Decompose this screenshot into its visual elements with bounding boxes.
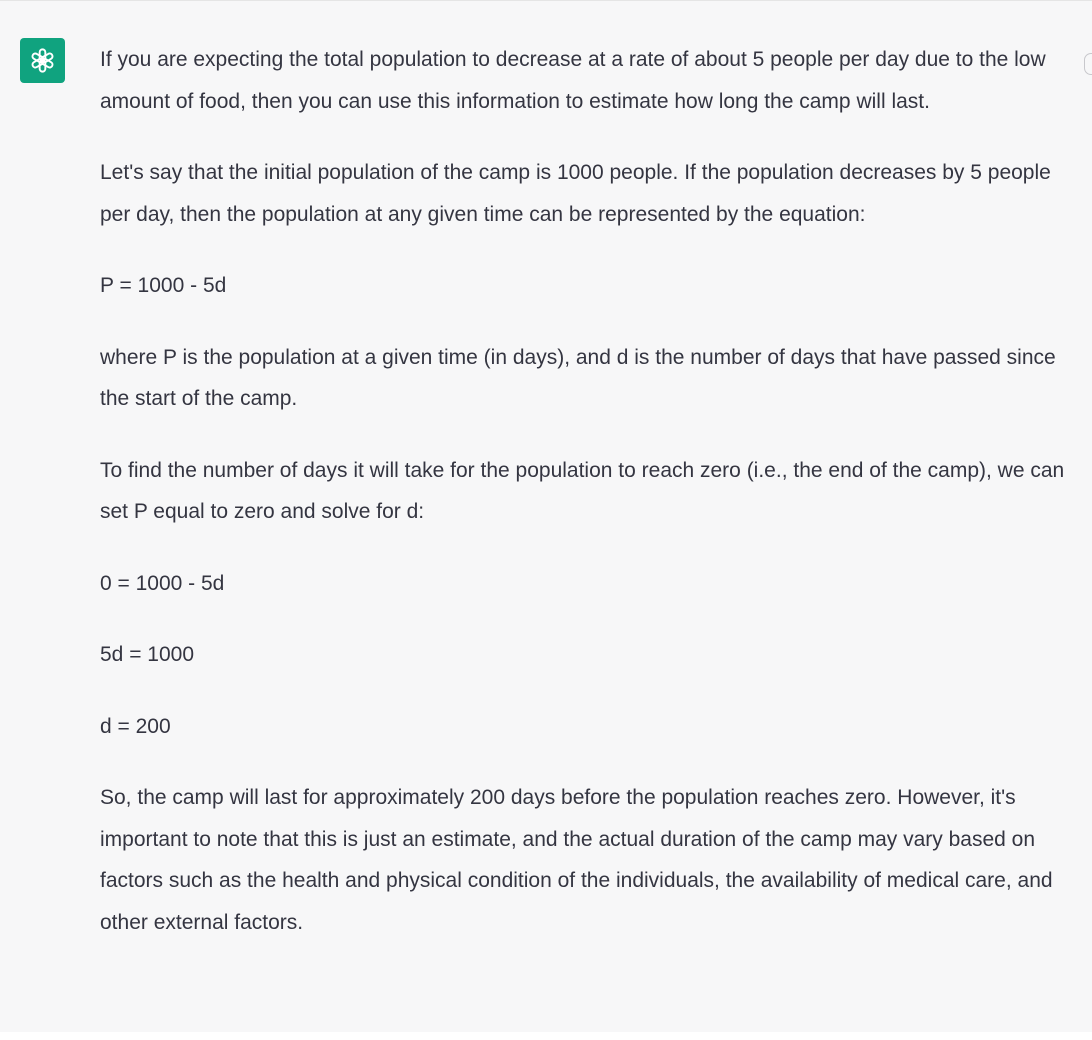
openai-logo-icon — [27, 45, 58, 76]
scrollbar-thumb[interactable] — [1084, 53, 1092, 75]
assistant-message — [100, 39, 1068, 973]
equation-line: d = 200 — [100, 714, 171, 738]
message-paragraph: To find the number of days it will take for the population to reach zero (i.e., the end of the camp), we can set P equal to zero and solve for d: — [100, 458, 1065, 523]
equation-line: 0 = 1000 - 5d — [100, 571, 225, 595]
equation-line: P = 1000 - 5d — [100, 274, 227, 297]
assistant-avatar — [20, 38, 65, 83]
message-paragraph: where P is the population at a given time (in days), and d is the number of days that have passed since the start of the camp. — [100, 345, 1056, 410]
message-paragraph: If you are expecting the total population to decrease at a rate of about 5 people per day due to the low amount of food, then you can use this information to estimate how long the camp will last. — [100, 48, 1046, 113]
equation-line: 5d = 1000 — [100, 643, 195, 666]
message-paragraph: So, the camp will last for approximately 200 days before the population reaches zero. However, it's important to note that this is just an estimate, and the actual duration of the camp may vary based on factors such as the health and physical condition of the individuals, the availability of medical care, and other external factors. — [100, 786, 1053, 934]
message-paragraph: Let's say that the initial population of the camp is 1000 people. If the population decreases by 5 people per day, then the population at any given time can be represented by the equation: — [100, 161, 1051, 226]
